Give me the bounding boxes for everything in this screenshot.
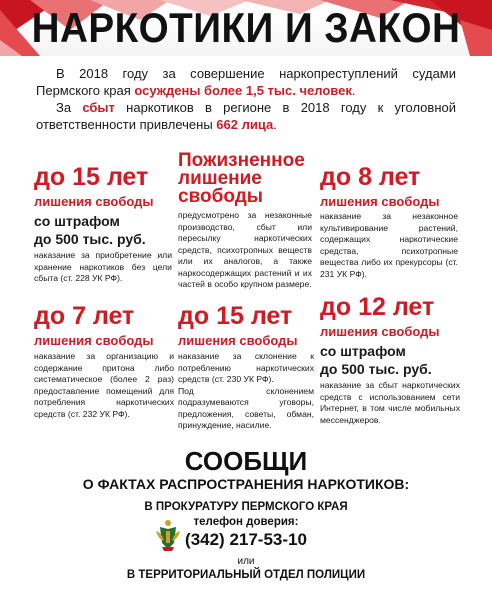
cta-hotline-label: телефон доверия: <box>193 516 299 528</box>
penalty-block-3 <box>320 163 458 280</box>
penalty-block-1 <box>34 163 172 285</box>
penalty-term: до 8 лет <box>320 163 421 191</box>
penalty-fine-label: со штрафом <box>34 213 120 229</box>
penalty-block-6 <box>320 293 460 426</box>
penalty-description: наказание за незаконное культивирование растений, содержащих наркотические средства, психотропные вещества либо их прекурсоры (ст. 231 УК РФ). <box>320 211 458 279</box>
cta-title: СООБЩИ <box>184 446 308 476</box>
intro-paragraph-1: В 2018 году за совершение наркопреступлений судами Пермского края осуждены более 1,5 тыс. человек. <box>36 66 456 98</box>
penalty-block-2 <box>178 152 312 291</box>
penalty-type: лишения свободы <box>34 194 154 209</box>
penalty-description: наказание за приобретение или хранение наркотиков без цели сбыта (ст. 228 УК РФ). <box>34 250 172 283</box>
cta-subtitle: О ФАКТАХ РАСПРОСТРАНЕНИЯ НАРКОТИКОВ: <box>82 476 410 492</box>
penalty-fine-amount: до 500 тыс. руб. <box>320 361 432 377</box>
penalty-term: до 15 лет <box>34 163 149 191</box>
penalty-term: до 15 лет <box>178 302 293 330</box>
penalty-note: Под склонением подразумеваются уговоры, предложения, советы, обман, принуждение, насилие. <box>178 385 314 430</box>
penalty-description: наказание за сбыт наркотических средств с использованием сети Интернет, в том числе мобильных мессенджеров. <box>320 380 460 425</box>
penalty-description: наказание за склонение к потреблению наркотических средств (ст. 230 УК РФ). <box>178 351 314 384</box>
penalty-block-5 <box>178 302 314 432</box>
penalty-type: лишения свободы <box>34 333 154 348</box>
cta-or: или <box>237 556 255 567</box>
intro-text <box>36 65 456 133</box>
penalty-description: предусмотрено за незаконные производство, сбыт или пересылку наркотических средств, психотропных веществ или их аналогов, а также наркосодержащих растений и их частей в особо крупном размере. <box>178 210 312 289</box>
penalty-term: до 7 лет <box>34 302 135 330</box>
header-banner <box>0 0 492 56</box>
penalty-block-4 <box>34 302 174 420</box>
penalty-fine-label: со штрафом <box>320 343 406 359</box>
cta-phone[interactable]: (342) 217-53-10 <box>185 530 307 549</box>
penalty-type: лишения свободы <box>320 194 440 209</box>
intro-paragraph-2: За сбыт наркотиков в регионе в 2018 году к уголовной ответственности привлечены 662 лица. <box>36 100 456 132</box>
penalty-type: лишения свободы <box>320 324 440 339</box>
cta-prosecutor-line: В ПРОКУРАТУРУ ПЕРМСКОГО КРАЯ <box>144 501 348 513</box>
penalty-fine-amount: до 500 тыс. руб. <box>34 231 146 247</box>
page-title: НАРКОТИКИ И ЗАКОН <box>31 4 461 51</box>
penalty-description: наказание за организацию и содержание притона либо систематическое (более 2 раз) предоставление помещений для потребления наркотических средств (ст. 232 УК РФ). <box>34 351 174 419</box>
cta-police-line: В ТЕРРИТОРИАЛЬНЫЙ ОТДЕЛ ПОЛИЦИИ <box>126 569 366 581</box>
penalty-term: Пожизненное лишение свободы <box>178 150 305 207</box>
penalty-term: до 12 лет <box>320 293 435 321</box>
penalty-type: лишения свободы <box>178 333 298 348</box>
